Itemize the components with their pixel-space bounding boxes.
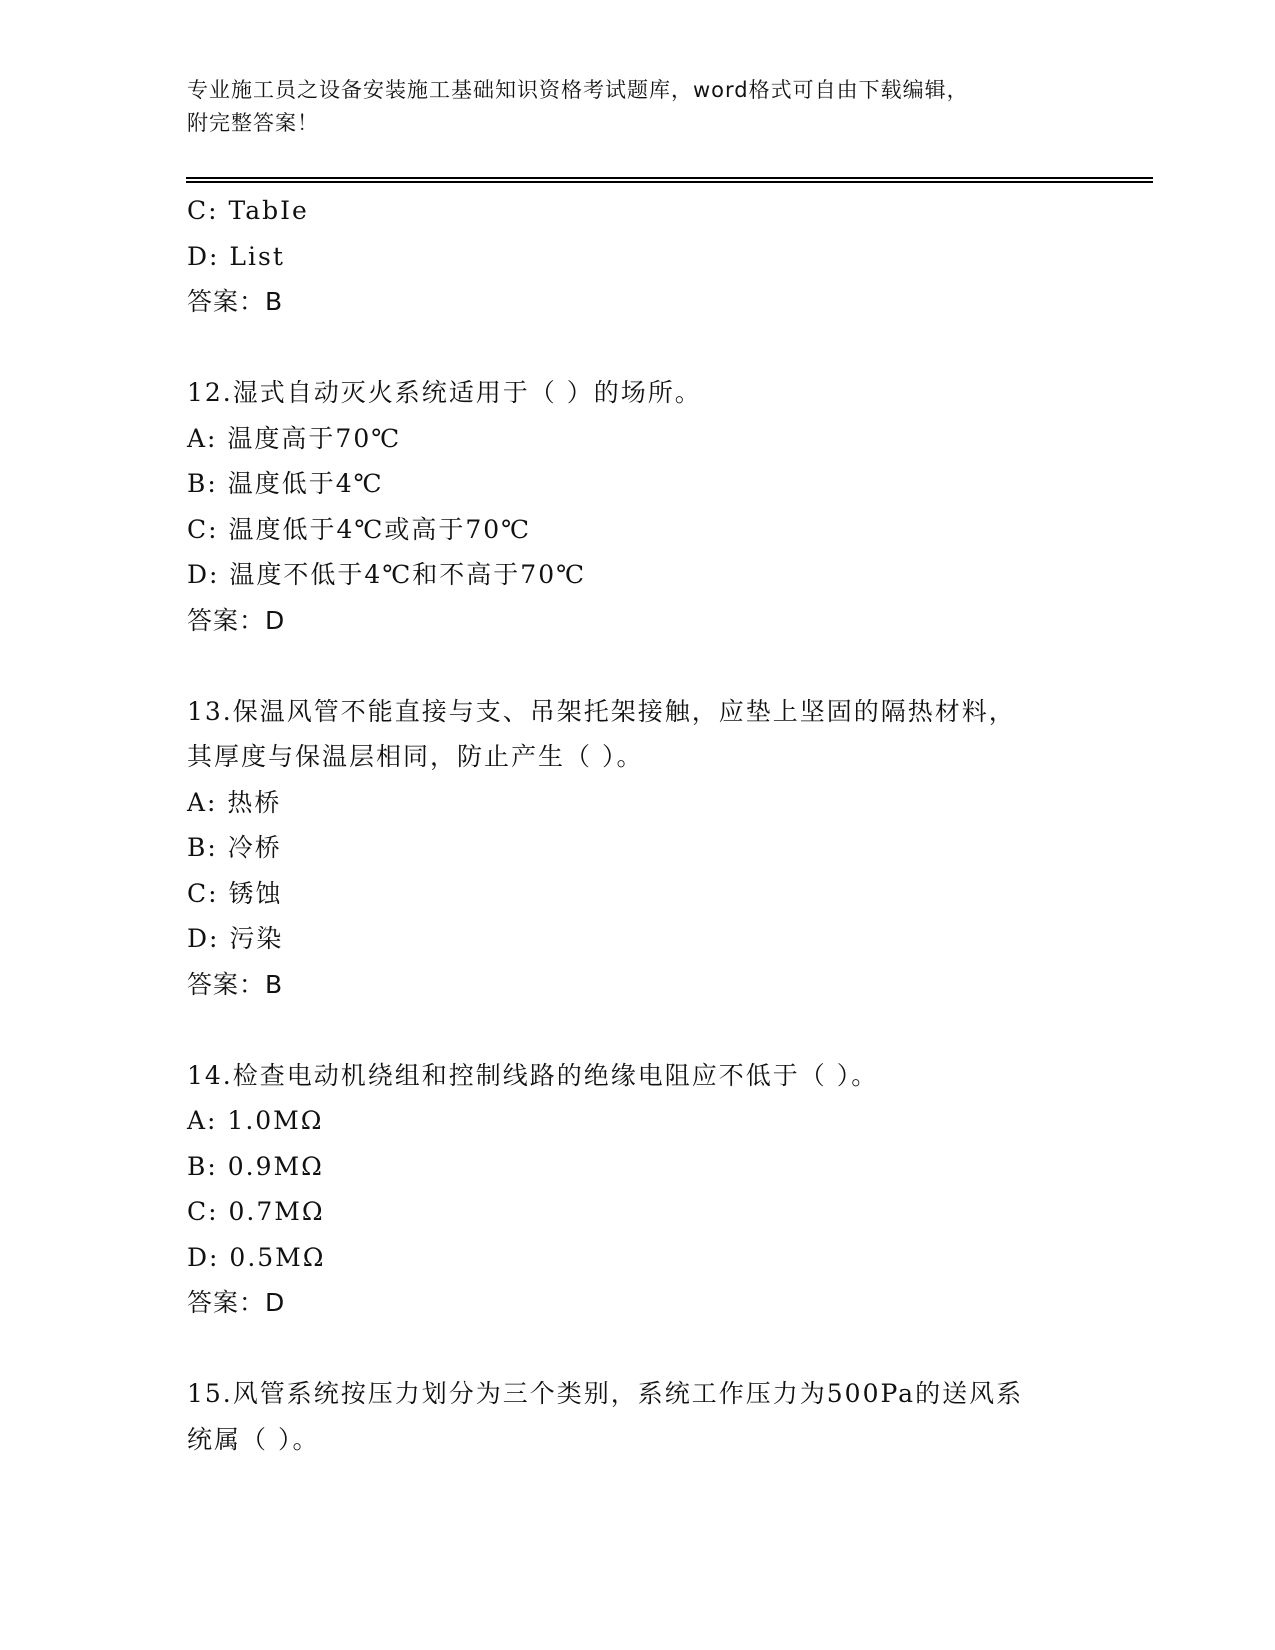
header-line-1: 专业施工员之设备安装施工基础知识资格考试题库，word格式可自由下载编辑， <box>187 78 969 102</box>
question-text: 13.保温风管不能直接与支、吊架托架接触，应垫上坚固的隔热材料， <box>187 696 1016 726</box>
option-b: B: 冷桥 <box>187 833 282 862</box>
question-12 <box>187 370 1107 643</box>
header-line-2: 附完整答案！ <box>187 111 319 135</box>
option-a: A: 1.0MΩ <box>187 1106 324 1135</box>
question-text: 12.湿式自动灭火系统适用于（ ）的场所。 <box>187 378 702 407</box>
question-list <box>187 188 1107 1462</box>
answer-label: 答案：B <box>187 969 284 999</box>
document-header <box>187 74 1067 140</box>
spacer <box>187 325 1107 371</box>
question-11-tail <box>187 188 1107 325</box>
answer-label: 答案：B <box>187 287 284 316</box>
option-d: D: 0.5MΩ <box>187 1242 326 1272</box>
question-14 <box>187 1053 1107 1326</box>
option-b: B: 0.9MΩ <box>187 1151 324 1181</box>
option-c: C: 0.7MΩ <box>187 1197 325 1226</box>
option-d: D: List <box>187 241 285 271</box>
answer-label: 答案：D <box>187 605 286 635</box>
question-text: 15.风管系统按压力划分为三个类别，系统工作压力为500Pa的送风系 <box>187 1379 1024 1408</box>
spacer <box>187 643 1107 689</box>
answer-label: 答案：D <box>187 1288 286 1317</box>
option-c: C: 温度低于4℃或高于70℃ <box>187 514 532 544</box>
option-a: A: 热桥 <box>187 787 282 817</box>
question-15 <box>187 1371 1107 1462</box>
question-text-continued: 其厚度与保温层相同，防止产生（ ）。 <box>187 742 644 771</box>
spacer <box>187 1007 1107 1053</box>
option-b: B: 温度低于4℃ <box>187 469 384 498</box>
spacer <box>187 1326 1107 1372</box>
question-13 <box>187 689 1107 1008</box>
header-divider-bottom <box>186 181 1153 183</box>
question-text: 14.检查电动机绕组和控制线路的绝缘电阻应不低于（ ）。 <box>187 1060 879 1090</box>
question-text-continued: 统属（ ）。 <box>187 1424 320 1454</box>
header-divider-top <box>186 177 1153 179</box>
option-d: D: 污染 <box>187 924 284 953</box>
option-a: A: 温度高于70℃ <box>187 423 402 453</box>
option-c: C: TabIe <box>187 196 309 225</box>
option-c: C: 锈蚀 <box>187 878 283 908</box>
option-d: D: 温度不低于4℃和不高于70℃ <box>187 560 587 589</box>
